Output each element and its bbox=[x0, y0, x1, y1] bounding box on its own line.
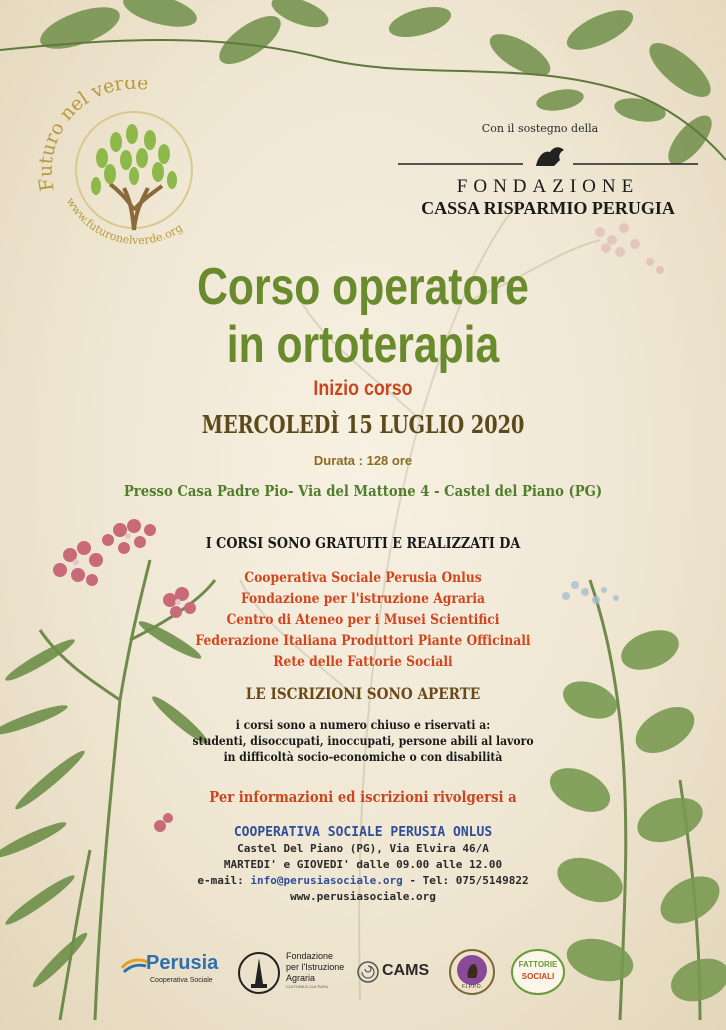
title-line1: Corso operatore bbox=[197, 258, 529, 316]
perusia-sub: Cooperativa Sociale bbox=[150, 977, 213, 984]
fattorie-logo bbox=[510, 948, 566, 996]
website-link[interactable]: www.perusiasociale.org bbox=[290, 890, 436, 903]
contact-org: COOPERATIVA SOCIALE PERUSIA ONLUS bbox=[233, 825, 493, 840]
partner-item: Fondazione per l'istruzione Agraria bbox=[240, 591, 486, 607]
partner-item: Federazione Italiana Produttori Piante Officinali bbox=[195, 633, 531, 649]
title-line2: in ortoterapia bbox=[226, 316, 500, 374]
tower-icon bbox=[236, 950, 282, 996]
email-label: e-mail: bbox=[197, 874, 244, 887]
duration: Durata : 128 ore bbox=[313, 453, 413, 468]
griffin-icon bbox=[398, 142, 698, 170]
free-heading: I CORSI SONO GRATUITI E REALIZZATI DA bbox=[205, 534, 521, 552]
shell-icon bbox=[356, 960, 380, 984]
eligibility-text bbox=[36, 717, 689, 765]
page-title bbox=[65, 258, 660, 374]
perusia-name: Perusia bbox=[146, 952, 219, 974]
contact-email-row bbox=[0, 873, 726, 889]
contact-block bbox=[0, 825, 726, 905]
open-heading: LE ISCRIZIONI SONO APERTE bbox=[245, 684, 481, 703]
start-date: MERCOLEDÌ 15 LUGLIO 2020 bbox=[201, 410, 525, 439]
partners-list bbox=[44, 568, 683, 673]
fattorie-line2: SOCIALI bbox=[521, 972, 555, 981]
eligibility-line: studenti, disoccupati, inoccupati, persone abili al lavoro bbox=[192, 734, 534, 748]
logo-url: www.futuronelverde.org bbox=[63, 195, 185, 247]
contact-hours: MARTEDI' e GIOVEDI' dalle 09.00 alle 12.00 bbox=[223, 858, 503, 871]
eligibility-line: i corsi sono a numero chiuso e riservati a: bbox=[235, 718, 491, 732]
fondazione-line2: per l'Istruzione bbox=[286, 962, 345, 972]
email-link[interactable]: info@perusiasociale.org bbox=[250, 874, 403, 887]
fippo-logo bbox=[448, 948, 496, 996]
sponsor-name-line1: FONDAZIONE bbox=[456, 176, 640, 197]
partner-item: Cooperativa Sociale Perusia Onlus bbox=[244, 570, 482, 586]
cams-logo bbox=[356, 960, 436, 984]
perusia-logo bbox=[120, 952, 230, 992]
fondazione-sub: CULTURA E CULTURA bbox=[286, 984, 328, 989]
fippo-name: F.I.P.P.O. bbox=[461, 984, 483, 990]
tree-icon bbox=[32, 80, 232, 260]
start-label: Inizio corso bbox=[313, 377, 413, 400]
fondazione-line3: Agraria bbox=[286, 973, 316, 983]
fondazione-line1: Fondazione bbox=[286, 951, 334, 961]
tel-label: - Tel: 075/5149822 bbox=[409, 874, 529, 887]
partner-item: Rete delle Fattorie Sociali bbox=[273, 654, 453, 670]
fattorie-line1: FATTORIE bbox=[518, 960, 558, 969]
sponsor-logo bbox=[398, 142, 698, 219]
support-label: Con il sostegno della bbox=[481, 122, 599, 135]
fondazione-logo-text bbox=[286, 951, 344, 989]
sponsor-name-line2: CASSA RISPARMIO PERUGIA bbox=[421, 198, 675, 218]
info-heading: Per informazioni ed iscrizioni rivolgersi a bbox=[209, 788, 517, 806]
tower-logo bbox=[236, 950, 282, 996]
svg-text:www.futuronelverde.org bbox=[64, 195, 185, 247]
futuro-logo bbox=[32, 80, 232, 260]
partner-item: Centro di Ateneo per i Musei Scientifici bbox=[226, 612, 500, 628]
contact-address: Castel Del Piano (PG), Via Elvira 46/A bbox=[237, 842, 489, 855]
logo-title: Futuro nel verde bbox=[34, 80, 150, 193]
eligibility-line: in difficoltà socio-economiche o con disabilità bbox=[223, 750, 503, 764]
venue: Presso Casa Padre Pio- Via del Mattone 4 - Castel del Piano (PG) bbox=[123, 482, 603, 500]
cams-name: CAMS bbox=[382, 962, 430, 979]
